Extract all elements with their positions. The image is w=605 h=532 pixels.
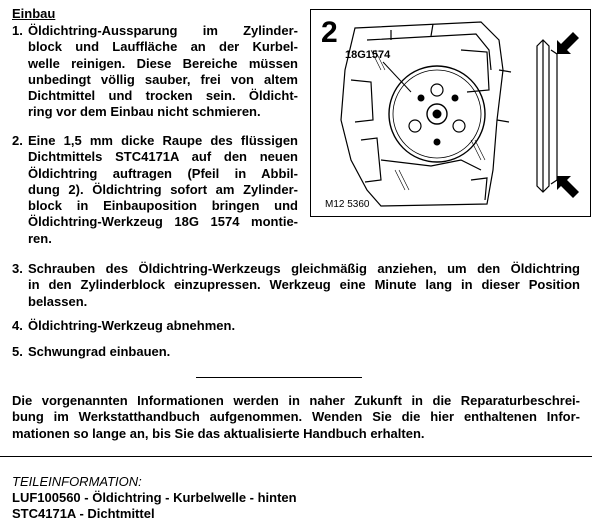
text-line: ren. (28, 230, 52, 246)
text-line: Die vorgenannten Informationen werden in naher Zukunft in die Reparaturbeschrei- (12, 393, 580, 408)
text-line: Dichtmittels STC4171A auf den neuen (28, 149, 298, 165)
step-text (28, 261, 580, 310)
step-text: Öldichtring-Werkzeug abnehmen. (28, 318, 236, 333)
text-line: Schrauben des Öldichtring-Werkzeugs gleichmäßig anziehen, um den Öldichtring (28, 261, 580, 276)
text-line: Öldichtring-Werkzeug 18G 1574 montie- (28, 214, 298, 230)
step-3 (12, 261, 580, 310)
text-line: in den Zylinderblock einzupressen. Werkzeug eine Minute lang in dieser Position (28, 277, 580, 293)
text-line: dung 2). Öldichtring sofort am Zylinder- (28, 181, 298, 197)
step-number: 4. (12, 318, 23, 333)
text-line: unbedingt völlig sauber, frei von altem (28, 71, 298, 87)
text-line: belassen. (28, 293, 88, 309)
tool-label: 18G1574 (345, 49, 391, 61)
figure-reference: M12 5360 (325, 199, 370, 210)
engine-seal-illustration (311, 10, 590, 216)
step-1 (12, 23, 298, 121)
parts-item: STC4171A - Dichtmittel (12, 506, 155, 521)
step-number: 3. (12, 261, 23, 276)
step-2 (12, 133, 298, 247)
text-line: mationen so lange an, bis Sie das aktualisierte Handbuch erhalten. (12, 425, 425, 441)
parts-heading: TEILEINFORMATION: (12, 474, 142, 489)
text-line: Dichtmittel und trocken sein. Öldicht- (28, 88, 298, 104)
step-number: 5. (12, 344, 23, 359)
step-text (28, 133, 298, 247)
divider (196, 377, 362, 378)
figure-number: 2 (321, 16, 338, 49)
text-line: Öldichtring-Aussparung im Zylinder- (28, 23, 298, 38)
step-4 (12, 318, 580, 334)
step-5 (12, 344, 580, 360)
text-line: welle reinigen. Diese Bereiche müssen (28, 55, 298, 71)
figure-2 (310, 9, 591, 217)
parts-item: LUF100560 - Öldichtring - Kurbelwelle - hinten (12, 490, 297, 505)
text-line: block in Einbauposition bringen und (28, 198, 298, 214)
step-number: 2. (12, 133, 23, 148)
text-line: Eine 1,5 mm dicke Raupe des flüssigen (28, 133, 298, 148)
arrow-icon (557, 32, 579, 198)
step-text: Schwungrad einbauen. (28, 344, 171, 359)
info-paragraph (12, 393, 580, 442)
text-line: bung im Werkstatthandbuch aufgenommen. Wenden Sie die hier enthaltenen Infor- (12, 409, 580, 425)
section-heading: Einbau (12, 6, 56, 21)
text-line: block und Lauffläche an der Kurbel- (28, 39, 298, 55)
text-line: Öldichtring auftragen (Pfeil in Abbil- (28, 165, 298, 181)
step-number: 1. (12, 23, 23, 38)
divider (0, 456, 592, 457)
step-text (28, 23, 298, 121)
text-line: ring vor dem Einbau nicht schmieren. (28, 104, 261, 120)
